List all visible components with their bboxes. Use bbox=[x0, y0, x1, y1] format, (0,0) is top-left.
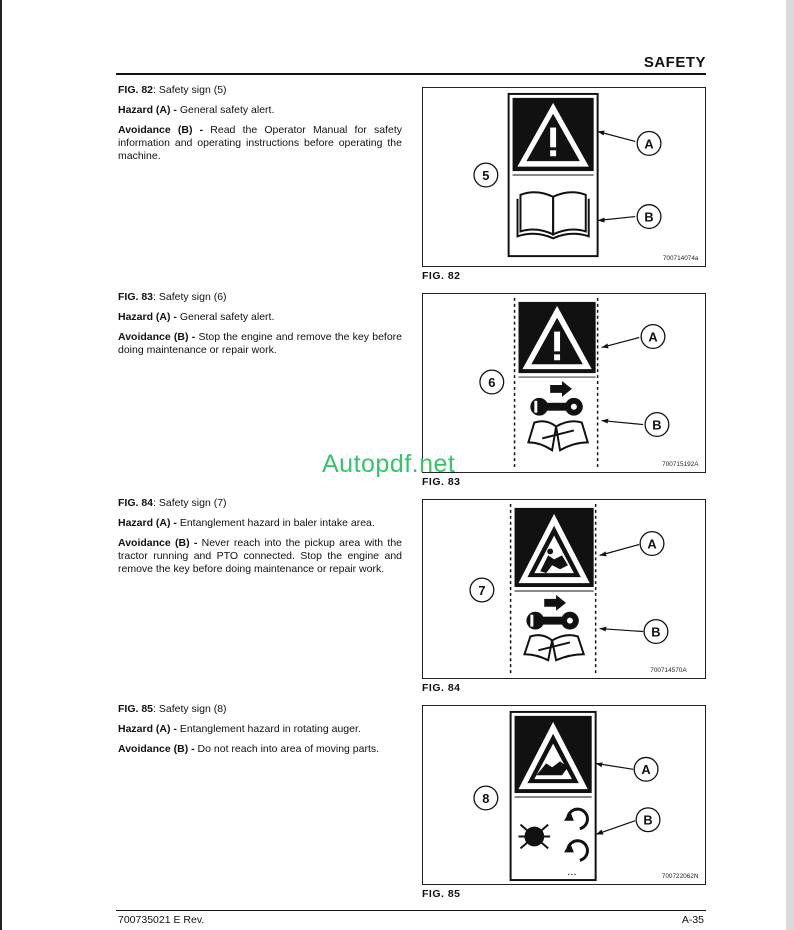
fig85-caption: FIG. 85 bbox=[422, 888, 461, 900]
fig84-avoidance-label: Avoidance (B) - bbox=[118, 537, 198, 549]
footer-doc-number: 700735021 E Rev. bbox=[118, 914, 205, 926]
fig85-part-number: 700722062N bbox=[661, 873, 699, 881]
fig85-frame bbox=[422, 705, 706, 885]
fig82-illustration bbox=[423, 88, 705, 266]
fig83-sign-number: 6 bbox=[488, 374, 496, 390]
fig85-illustration bbox=[423, 706, 705, 884]
fig85-label: FIG. 85 bbox=[118, 703, 154, 715]
fig84-callout-b: B bbox=[651, 624, 661, 640]
fig85-title-line: FIG. 85: Safety sign (8) bbox=[118, 703, 227, 715]
fig83-hazard-line bbox=[118, 311, 402, 324]
fig84-illustration bbox=[423, 500, 705, 678]
fig82-avoidance-text: Read the Operator Manual for safety information and operating instructions before operating the machine. bbox=[118, 124, 402, 162]
fig85-text-block bbox=[118, 703, 402, 763]
fig82-part-number: 700714074a bbox=[662, 255, 699, 263]
fig83-avoidance-line bbox=[118, 331, 402, 357]
fig84-hazard-text: Entanglement hazard in baler intake area. bbox=[179, 517, 375, 529]
fig84-avoidance-line bbox=[118, 537, 402, 576]
fig83-label: FIG. 83 bbox=[118, 291, 154, 303]
fig84-part-number: 700714570A bbox=[650, 667, 687, 675]
fig82-title-line: FIG. 82: Safety sign (5) bbox=[118, 84, 227, 96]
fig85-callout-a: A bbox=[641, 762, 651, 778]
manual-wrench-icon bbox=[528, 421, 587, 450]
fig82-hazard-label: Hazard (A) - bbox=[118, 104, 177, 116]
fig85-avoidance-text: Do not reach into area of moving parts. bbox=[197, 743, 380, 755]
fig83-part-number: 700715192A bbox=[662, 461, 699, 469]
fig85-hazard-label: Hazard (A) - bbox=[118, 723, 177, 735]
fig83-avoidance-text: Stop the engine and remove the key before doing maintenance or repair work. bbox=[118, 331, 402, 356]
fig83-frame bbox=[422, 293, 706, 473]
fig85-avoidance-label: Avoidance (B) - bbox=[118, 743, 195, 755]
fig82-callout-a: A bbox=[644, 136, 654, 152]
fig84-callout-a: A bbox=[647, 536, 657, 552]
fig82-sign-number: 5 bbox=[482, 167, 490, 183]
fig85-avoidance-line bbox=[118, 743, 402, 756]
fig83-illustration bbox=[423, 294, 705, 472]
fig85-sign-number: 8 bbox=[482, 790, 490, 806]
fig83-hazard-text: General safety alert. bbox=[179, 311, 275, 323]
left-page-edge bbox=[0, 0, 2, 930]
fig84-hazard-label: Hazard (A) - bbox=[118, 517, 177, 529]
fig84-title-line: FIG. 84: Safety sign (7) bbox=[118, 497, 227, 509]
fig82-frame bbox=[422, 87, 706, 267]
fig85-title: Safety sign (8) bbox=[158, 703, 227, 715]
fig82-avoidance-label: Avoidance (B) - bbox=[118, 124, 204, 136]
fig84-avoidance-text: Never reach into the pickup area with the tractor running and PTO connected. Stop the engine and remove the key before doing maintenance or repair work. bbox=[118, 537, 402, 575]
manual-wrench-icon bbox=[524, 635, 583, 660]
fig82-hazard-line bbox=[118, 104, 402, 117]
footer-rule bbox=[116, 910, 706, 911]
fig83-avoidance-label: Avoidance (B) - bbox=[118, 331, 196, 343]
remove-key-icon bbox=[530, 381, 582, 416]
fig85-hazard-line bbox=[118, 723, 402, 736]
fig83-caption: FIG. 83 bbox=[422, 476, 461, 488]
moving-parts-icon bbox=[519, 809, 588, 860]
fig82-title: Safety sign (5) bbox=[158, 84, 227, 96]
fig83-title: Safety sign (6) bbox=[158, 291, 227, 303]
header-rule bbox=[116, 73, 706, 75]
fig82-hazard-text: General safety alert. bbox=[179, 104, 275, 116]
fig84-frame bbox=[422, 499, 706, 679]
remove-key-icon bbox=[526, 595, 578, 630]
fig84-label: FIG. 84 bbox=[118, 497, 154, 509]
fig82-callout-b: B bbox=[644, 209, 654, 225]
operator-manual-icon bbox=[518, 192, 589, 238]
fig84-text-block bbox=[118, 497, 402, 583]
fig84-sign-number: 7 bbox=[478, 582, 486, 598]
fig83-hazard-label: Hazard (A) - bbox=[118, 311, 177, 323]
fig82-text-block bbox=[118, 84, 402, 170]
watermark-text: Autopdf.net bbox=[322, 450, 456, 478]
fig83-text-block bbox=[118, 291, 402, 364]
fig85-callout-b: B bbox=[643, 812, 653, 828]
footer-page-number: A-35 bbox=[681, 914, 704, 926]
fig85-sign-footer-mark: ▪ ▪ ▪ bbox=[567, 873, 576, 879]
fig83-title-line: FIG. 83: Safety sign (6) bbox=[118, 291, 227, 303]
fig84-title: Safety sign (7) bbox=[158, 497, 227, 509]
fig82-caption: FIG. 82 bbox=[422, 270, 461, 282]
fig83-callout-b: B bbox=[652, 417, 662, 433]
fig82-label: FIG. 82 bbox=[118, 84, 154, 96]
fig84-caption: FIG. 84 bbox=[422, 682, 461, 694]
fig83-callout-a: A bbox=[648, 329, 658, 345]
section-title: SAFETY bbox=[643, 54, 706, 71]
fig84-hazard-line bbox=[118, 517, 402, 530]
viewer-scroll-edge bbox=[786, 0, 794, 930]
fig82-avoidance-line bbox=[118, 124, 402, 163]
fig85-hazard-text: Entanglement hazard in rotating auger. bbox=[179, 723, 361, 735]
